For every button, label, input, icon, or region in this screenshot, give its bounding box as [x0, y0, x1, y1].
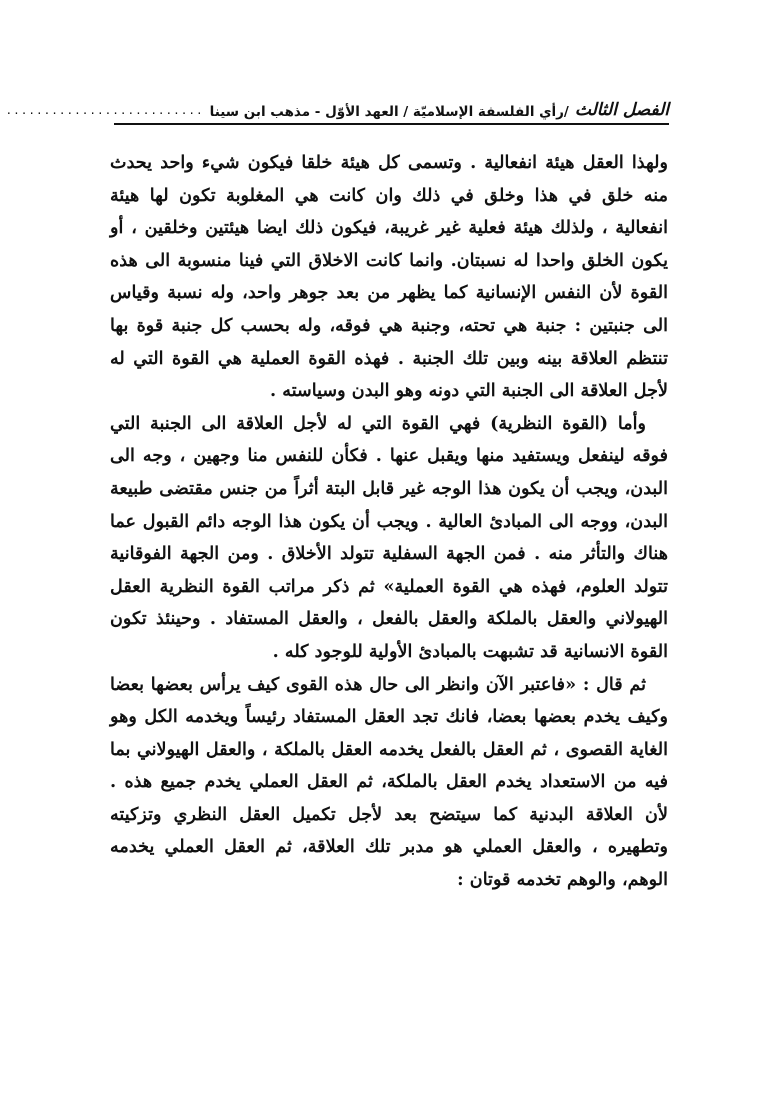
paragraph: ولهذا العقل هيئة انفعالية . وتسمى كل هيئة خلقا فيكون شيء واحد يحدث منه خلق في هذا وخلق في ذلك وان كانت هي المغلوبة تكون لها هيئة انفعالية ، ولذلك هيئة فعلية غير غريبة، فيكون ذلك ايضا هيئتين وخلقين ، أو يكون الخلق واحدا له نسبتان. وانما كانت الاخلاق التي فينا منسوبة الى هذه القوة لأن النفس الإنسانية كما يظهر من بعد جوهر واحد، وله نسبة وقياس الى جنبتين : جنبة هي تحته، وجنبة هي فوقه، وله بحسب كل جنبة قوة بها تنتظم العلاقة بينه وبين تلك الجنبة . فهذه القوة العملية هي القوة التي له لأجل العلاقة الى الجنبة التي دونه وهو البدن وسياسته .	[110, 152, 668, 402]
chapter-mark: الفصل الثالث	[574, 100, 669, 120]
paragraph: ثم قال : «فاعتبر الآن وانظر الى حال هذه القوى كيف يرأس بعضها بعضا وكيف يخدم بعضها بعضا، فانك تجد العقل المستفاد رئيساً ويخدمه الكل وهو الغاية القصوى ، ثم العقل بالفعل يخدمه العقل بالملكة ، والعقل الهيولاني بما فيه من الاستعداد يخدم العقل بالملكة، ثم العقل العملي يخدم جميع هذه . لأن العلاقة البدنية كما سيتضح بعد لأجل تكميل العقل النظري وتزكيته وتطهيره ، والعقل العملي هو مدبر تلك العلاقة، ثم العقل العملي يخدمه الوهم، والوهم تخدمه قوتان :	[110, 673, 668, 891]
running-header	[5, 90, 669, 120]
paragraph: وأما (القوة النظرية) فهي القوة التي له لأجل العلاقة الى الجنبة التي فوقه لينفعل ويستفيد منها ويقبل عنها . فكأن للنفس منا وجهين ، وجه الى البدن، ويجب أن يكون هذا الوجه غير قابل البتة أثراً من جنس مقتضى طبيعة البدن، ووجه الى المبادئ العالية . ويجب أن يكون هذا الوجه دائم القبول عما هناك والتأثر منه . فمن الجهة السفلية تتولد الأخلاق . ومن الجهة الفوقانية تتولد العلوم، فهذه هي القوة العملية» ثم ذكر مراتب القوة النظرية العقل الهيولاني والعقل بالملكة والعقل بالفعل ، والعقل المستفاد . وحينئذ تكون القوة الانسانية قد تشبهت بالمبادئ الأولية للوجود كله .	[110, 412, 668, 662]
header-rule	[114, 123, 669, 125]
leader-dots: ..........................	[5, 104, 204, 117]
body-text	[110, 147, 668, 897]
running-header-title-group	[210, 100, 669, 120]
running-header-title: /رأي الفلسفة الإسلاميّة / العهد الأوّل - مذهب ابن سينا	[209, 104, 569, 120]
